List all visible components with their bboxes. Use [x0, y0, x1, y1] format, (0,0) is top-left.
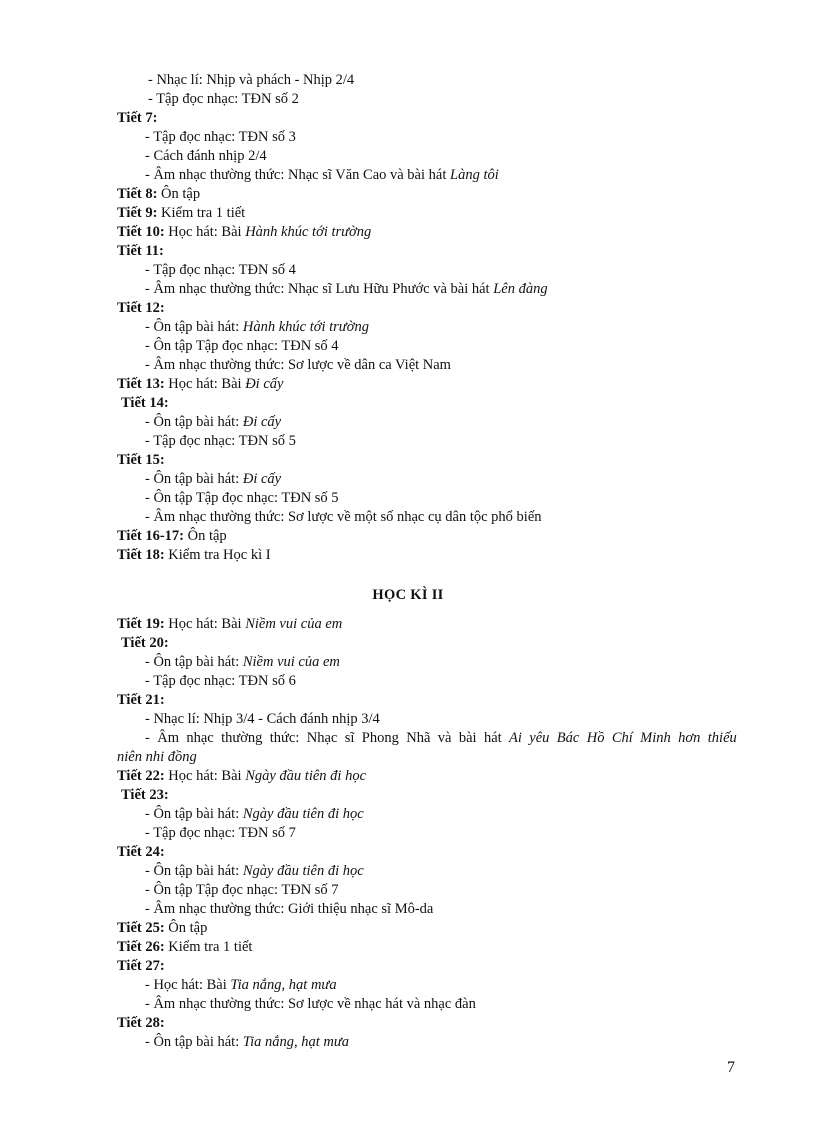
- item-word: hát: [483, 730, 502, 746]
- lesson-label: Tiết 22:: [117, 768, 165, 784]
- lesson-item: [145, 261, 296, 279]
- lesson-item: [145, 995, 476, 1013]
- item-text: - Nhạc lí: Nhịp và phách - Nhịp 2/4: [148, 72, 355, 88]
- item-text: Kiểm tra 1 tiết: [157, 205, 246, 221]
- lesson-item: [145, 710, 380, 728]
- item-text: - Ôn tập bài hát:: [145, 471, 243, 487]
- lesson-item: [145, 508, 542, 526]
- song-title: Hành khúc tới trường: [245, 224, 372, 240]
- lesson-item: [145, 280, 548, 298]
- lesson-label: Tiết 13:: [117, 376, 165, 392]
- item-text: Ôn tập: [184, 528, 227, 544]
- lesson-label: Tiết 15:: [117, 452, 165, 468]
- song-title: Ngày đầu tiên đi học: [245, 768, 367, 784]
- item-text: - Ôn tập bài hát:: [145, 1034, 243, 1050]
- lesson-label: Tiết 19:: [117, 616, 165, 632]
- item-word: và: [437, 730, 452, 746]
- lesson-item: [145, 805, 364, 823]
- lesson-heading: [117, 375, 283, 393]
- item-text: - Âm nhạc thường thức: Nhạc sĩ Văn Cao và bài hát: [145, 167, 450, 183]
- section-title: HỌC KÌ II: [372, 587, 444, 603]
- lesson-item: [148, 90, 299, 108]
- lesson-label: Tiết 26:: [117, 939, 165, 955]
- lesson-label: Tiết 10:: [117, 224, 165, 240]
- lesson-item: [145, 337, 339, 355]
- lesson-heading: [117, 767, 366, 785]
- song-title: Niềm vui của em: [245, 616, 343, 632]
- item-text: - Học hát: Bài: [145, 977, 231, 993]
- item-text: Học hát: Bài: [164, 376, 246, 392]
- lesson-heading: [117, 843, 165, 861]
- item-text: - Âm nhạc thường thức: Sơ lược về một số nhạc cụ dân tộc phổ biến: [145, 509, 542, 525]
- item-text: Học hát: Bài: [164, 616, 246, 632]
- lesson-heading: [121, 394, 169, 412]
- lesson-item: [145, 672, 296, 690]
- item-word: bài: [458, 730, 477, 746]
- item-text: - Ôn tập bài hát:: [145, 654, 243, 670]
- lesson-label: Tiết 20:: [121, 635, 169, 651]
- lesson-label: Tiết 25:: [117, 920, 165, 936]
- item-text: - Âm nhạc thường thức: Sơ lược về dân ca Việt Nam: [145, 357, 451, 373]
- lesson-item: [145, 413, 281, 431]
- lesson-label: Tiết 23:: [121, 787, 169, 803]
- item-word: -: [145, 730, 150, 746]
- item-text: Học hát: Bài: [164, 768, 246, 784]
- song-title-word: Bác: [556, 730, 580, 746]
- lesson-label: Tiết 18:: [117, 547, 165, 563]
- lesson-item: [145, 729, 737, 747]
- song-title: Ngày đầu tiên đi học: [242, 806, 364, 822]
- lesson-heading: [121, 786, 169, 804]
- item-word: Nhã: [406, 730, 431, 746]
- item-word: Phong: [361, 730, 399, 746]
- item-text: Kiểm tra Học kì I: [164, 547, 271, 563]
- lesson-item: [145, 653, 340, 671]
- lesson-item: [148, 71, 354, 89]
- lesson-heading: [117, 185, 200, 203]
- item-text: - Âm nhạc thường thức: Giới thiệu nhạc sĩ Mô-da: [145, 901, 434, 917]
- lesson-heading: [117, 957, 165, 975]
- lesson-label: Tiết 28:: [117, 1015, 165, 1031]
- lesson-label: Tiết 7:: [117, 110, 158, 126]
- item-text: - Ôn tập bài hát:: [145, 414, 243, 430]
- item-word: thức:: [269, 730, 300, 746]
- song-title: Niềm vui của em: [242, 654, 340, 670]
- item-text: - Tập đọc nhạc: TĐN số 3: [145, 129, 296, 145]
- lesson-item: [145, 489, 339, 507]
- song-title-word: yêu: [529, 730, 550, 746]
- lesson-label: Tiết 9:: [117, 205, 158, 221]
- lesson-label: Tiết 8:: [117, 186, 158, 202]
- song-title: Đi cấy: [242, 471, 282, 487]
- lesson-label: Tiết 27:: [117, 958, 165, 974]
- item-text: - Ôn tập bài hát:: [145, 319, 243, 335]
- lesson-heading: [117, 204, 245, 222]
- item-text: - Tập đọc nhạc: TĐN số 6: [145, 673, 296, 689]
- lesson-item: [145, 862, 364, 880]
- lesson-heading: [117, 451, 165, 469]
- item-text: - Âm nhạc thường thức: Nhạc sĩ Lưu Hữu Phước và bài hát: [145, 281, 494, 297]
- item-text: - Ôn tập Tập đọc nhạc: TĐN số 5: [145, 490, 339, 506]
- item-word: Âm: [157, 730, 179, 746]
- song-title: Làng tôi: [450, 167, 499, 183]
- lesson-heading: [117, 527, 227, 545]
- lesson-item: [145, 900, 433, 918]
- lesson-item: [145, 881, 339, 899]
- lesson-item: [145, 318, 369, 336]
- song-title-word: Minh: [640, 730, 671, 746]
- item-text: - Tập đọc nhạc: TĐN số 2: [148, 91, 299, 107]
- item-text: - Cách đánh nhịp 2/4: [145, 148, 267, 164]
- lesson-heading: [117, 299, 165, 317]
- item-text: - Tập đọc nhạc: TĐN số 4: [145, 262, 296, 278]
- item-text: - Tập đọc nhạc: TĐN số 7: [145, 825, 296, 841]
- song-title: Ngày đầu tiên đi học: [242, 863, 364, 879]
- item-text: - Ôn tập bài hát:: [145, 863, 243, 879]
- lesson-heading: [117, 546, 271, 564]
- lesson-label: Tiết 21:: [117, 692, 165, 708]
- lesson-item: [145, 1033, 349, 1051]
- song-title-word: thiếu: [707, 730, 737, 746]
- item-word: thường: [221, 730, 263, 746]
- lesson-label: Tiết 11:: [117, 243, 164, 259]
- lesson-label: Tiết 24:: [117, 844, 165, 860]
- lesson-heading: [117, 1014, 165, 1032]
- lesson-heading: [117, 615, 342, 633]
- lesson-item: [145, 470, 281, 488]
- lesson-heading: [117, 938, 252, 956]
- item-word: Nhạc: [306, 730, 338, 746]
- lesson-item: [145, 976, 337, 994]
- item-text: Học hát: Bài: [164, 224, 246, 240]
- lesson-heading: [117, 223, 371, 241]
- song-title: Đi cấy: [245, 376, 284, 392]
- lesson-heading: [117, 109, 157, 127]
- item-text: - Ôn tập Tập đọc nhạc: TĐN số 7: [145, 882, 339, 898]
- song-title: niên nhi đồng: [117, 749, 197, 765]
- song-title: Tia nắng, hạt mưa: [242, 1034, 350, 1050]
- item-text: Kiểm tra 1 tiết: [164, 939, 253, 955]
- song-title: Lên đàng: [493, 281, 548, 297]
- lesson-heading: [117, 691, 165, 709]
- lesson-heading: [121, 634, 169, 652]
- song-title: Tia nắng, hạt mưa: [230, 977, 337, 993]
- item-text: - Ôn tập Tập đọc nhạc: TĐN số 4: [145, 338, 339, 354]
- page-number: 7: [727, 1059, 735, 1076]
- song-title-word: Chí: [611, 730, 633, 746]
- lesson-label: Tiết 12:: [117, 300, 165, 316]
- item-word: nhạc: [186, 730, 214, 746]
- song-title-word: Hồ: [586, 730, 605, 746]
- song-title: Đi cấy: [242, 414, 282, 430]
- song-title: Hành khúc tới trường: [242, 319, 369, 335]
- item-text: Ôn tập: [164, 920, 208, 936]
- item-text: Ôn tập: [157, 186, 201, 202]
- item-text: - Âm nhạc thường thức: Sơ lược về nhạc hát và nhạc đàn: [145, 996, 476, 1012]
- lesson-item-continuation: [117, 748, 197, 766]
- lesson-label: Tiết 14:: [121, 395, 169, 411]
- lesson-heading: [117, 919, 207, 937]
- lesson-item: [145, 166, 499, 184]
- item-text: - Ôn tập bài hát:: [145, 806, 243, 822]
- lesson-item: [145, 432, 296, 450]
- song-title-word: hơn: [678, 730, 701, 746]
- lesson-item: [145, 147, 267, 165]
- lesson-item: [145, 128, 296, 146]
- lesson-label: Tiết 16-17:: [117, 528, 184, 544]
- item-text: - Tập đọc nhạc: TĐN số 5: [145, 433, 296, 449]
- lesson-item: [145, 824, 296, 842]
- song-title-word: Ai: [509, 730, 522, 746]
- lesson-heading: [117, 242, 164, 260]
- item-word: sĩ: [344, 730, 355, 746]
- item-text: - Nhạc lí: Nhịp 3/4 - Cách đánh nhịp 3/4: [145, 711, 380, 727]
- lesson-item: [145, 356, 451, 374]
